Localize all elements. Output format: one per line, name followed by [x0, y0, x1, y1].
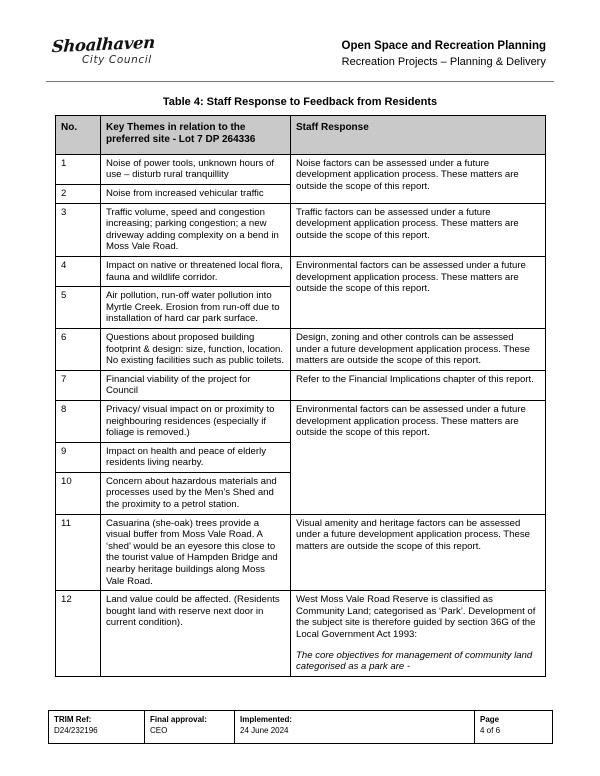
- staff-response-cell: [291, 370, 546, 400]
- row-number-cell: 12: [56, 591, 101, 677]
- footer-approval-value: CEO: [150, 726, 168, 735]
- staff-response-cell: [291, 203, 546, 256]
- key-theme-cell: Questions about proposed building footprint & design: size, function, location. No existing facilities such as public toilets.: [101, 328, 291, 370]
- table-row: [56, 256, 546, 286]
- shoalhaven-city-council-logo: [46, 32, 196, 76]
- key-theme-cell: Financial viability of the project for Council: [101, 370, 291, 400]
- row-number-cell: 1: [56, 154, 101, 184]
- key-theme-cell: Casuarina (she-oak) trees provide a visual buffer from Moss Vale Road. A ‘shed’ would be an eyesore this close to the tourist value of Hampden Bridge and nearby heritage buildings along Moss Vale Road.: [101, 514, 291, 591]
- footer-row: [49, 711, 553, 744]
- document-footer-table: [48, 710, 553, 744]
- key-theme-cell: Land value could be affected. (Residents bought land with reserve next door in current condition).: [101, 591, 291, 677]
- row-number-cell: 7: [56, 370, 101, 400]
- document-header: [46, 30, 554, 78]
- key-theme-cell: Traffic volume, speed and congestion increasing; parking congestion; a new driveway adding complexity on a bend in Moss Vale Road.: [101, 203, 291, 256]
- key-theme-cell: Noise from increased vehicular traffic: [101, 185, 291, 204]
- footer-trim-value: D24/232196: [54, 726, 98, 735]
- footer-implemented-value: 24 June 2024: [240, 726, 289, 735]
- key-theme-cell: Concern about hazardous materials and processes used by the Men’s Shed and the proximity to a petrol station.: [101, 472, 291, 514]
- row-number-cell: 5: [56, 287, 101, 329]
- footer-approval-label: Final approval:: [150, 715, 207, 724]
- footer-page-label: Page: [480, 715, 500, 724]
- key-theme-cell: Impact on health and peace of elderly residents living nearby.: [101, 442, 291, 472]
- column-header-no: No.: [56, 116, 101, 155]
- footer-trim-label: TRIM Ref:: [54, 715, 92, 724]
- row-number-cell: 11: [56, 514, 101, 591]
- table-row: [56, 591, 546, 677]
- footer-cell-page: [475, 711, 553, 744]
- footer-cell-implemented: [235, 711, 475, 744]
- staff-response-text: Environmental factors can be assessed under a future development application process. These matters are outside the scope of this report.: [296, 403, 526, 439]
- column-header-staff-response: Staff Response: [291, 116, 546, 155]
- staff-response-cell: [291, 328, 546, 370]
- row-number-cell: 9: [56, 442, 101, 472]
- table-header: [56, 116, 546, 155]
- header-text-block: [342, 39, 547, 70]
- table-row: [56, 328, 546, 370]
- table-row: [56, 203, 546, 256]
- row-number-cell: 2: [56, 185, 101, 204]
- header-divider: [46, 81, 554, 82]
- staff-response-table: [55, 115, 546, 677]
- staff-response-text: Design, zoning and other controls can be assessed under a future development application process. These matters are outside the scope of this report.: [296, 331, 530, 367]
- header-title: Open Space and Recreation Planning: [341, 39, 546, 52]
- footer-page-value: 4 of 6: [480, 726, 501, 735]
- logo-subtext: City Council: [82, 54, 152, 66]
- staff-response-cell: [291, 514, 546, 591]
- staff-response-cell: [291, 256, 546, 328]
- table-header-row: [56, 116, 546, 155]
- table-row: [56, 370, 546, 400]
- row-number-cell: 6: [56, 328, 101, 370]
- row-number-cell: 4: [56, 256, 101, 286]
- key-theme-cell: Air pollution, run-off water pollution into Myrtle Creek. Erosion from run-off due to installation of hard car park surface.: [101, 287, 291, 329]
- staff-response-text: Noise factors can be assessed under a future development application process. These matters are outside the scope of this report.: [296, 157, 519, 192]
- row-number-cell: 8: [56, 400, 101, 442]
- key-theme-cell: Privacy/ visual impact on or proximity to neighbouring residences (especially if foliage is removed.): [101, 400, 291, 442]
- header-subtitle: Recreation Projects – Planning & Delivery: [341, 55, 546, 68]
- row-number-cell: 3: [56, 203, 101, 256]
- staff-response-text: Refer to the Financial Implications chapter of this report.: [296, 373, 534, 385]
- staff-response-text: Visual amenity and heritage factors can be assessed under a future development application process. These matters are outside the scope of this report.: [296, 517, 530, 552]
- table-row: [56, 514, 546, 591]
- staff-response-text: Traffic factors can be assessed under a future development application process. These matters are outside the scope of this report.: [296, 206, 519, 241]
- table-row: [56, 400, 546, 442]
- footer-cell-approval: [145, 711, 235, 744]
- staff-response-cell: [291, 591, 546, 677]
- table-row: [56, 154, 546, 184]
- key-theme-cell: Impact on native or threatened local flora, fauna and wildlife corridor.: [101, 256, 291, 286]
- staff-response-text: Environmental factors can be assessed under a future development application process. These matters are outside the scope of this report.: [296, 259, 526, 295]
- staff-response-text: West Moss Vale Road Reserve is classified as Community Land; categorised as ‘Park’. Development of the subject site is therefore guided by section 36G of the Local Government Act 1993:: [296, 594, 536, 640]
- staff-response-quote: The core objectives for management of community land categorised as a park are -: [296, 649, 533, 673]
- key-theme-cell: Noise of power tools, unknown hours of use – disturb rural tranquillity: [101, 154, 291, 184]
- row-number-cell: 10: [56, 472, 101, 514]
- staff-response-cell: [291, 400, 546, 514]
- table-body: [56, 154, 546, 676]
- staff-response-cell: [291, 154, 546, 203]
- logo-wordmark: Shoalhaven: [51, 32, 156, 57]
- footer-cell-trim: [49, 711, 145, 744]
- table-caption: Table 4: Staff Response to Feedback from Residents: [162, 96, 438, 108]
- footer-implemented-label: Implemented:: [240, 715, 293, 724]
- column-header-key-themes: Key Themes in relation to the preferred site - Lot 7 DP 264336: [101, 116, 291, 155]
